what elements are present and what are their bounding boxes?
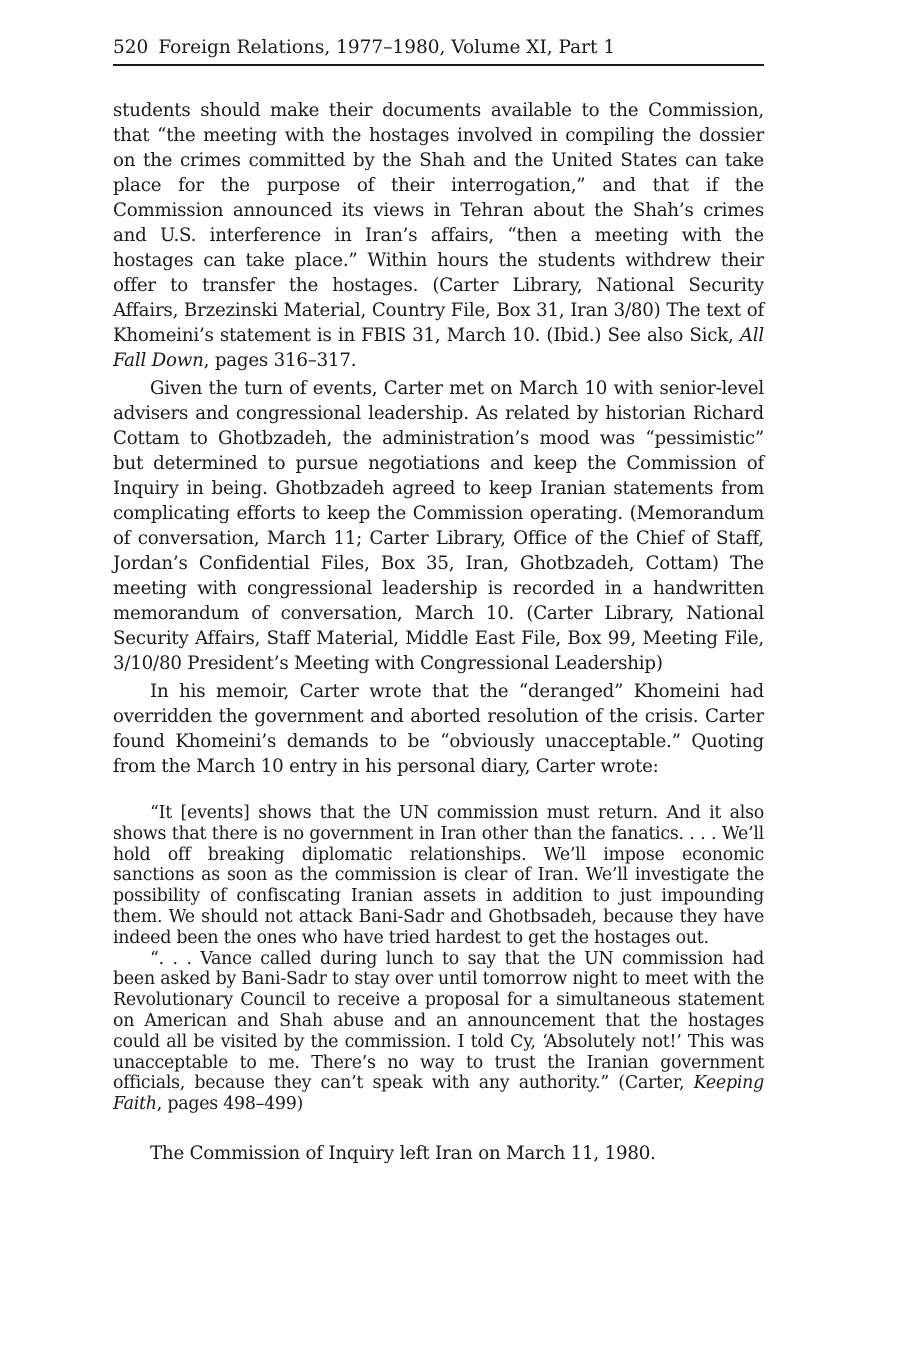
quote-paragraph-1: “It [events] shows that the UN commission must return. And it also shows that there is no government in Iran other than the fanatics. . . . We’ll hold off breaking diplomatic relationships. We’ll impose economic sanctions as soon as the commission is clear of Iran. We’ll investigate the possibility of confiscating Iranian assets in addition to just impounding them. We should not attack Bani-Sadr and Ghotbsadeh, because they have indeed been the ones who have tried hardest to get the hostages out. bbox=[113, 803, 764, 948]
closing-paragraph: The Commission of Inquiry left Iran on March 11, 1980. bbox=[150, 1142, 656, 1164]
body-text bbox=[113, 98, 764, 779]
page-number: 520 bbox=[113, 37, 149, 58]
paragraph-3: In his memoir, Carter wrote that the “deranged” Khomeini had overridden the government and aborted resolution of the crisis. Carter found Khomeini’s demands to be “obviously unacceptable.” Quoting from the March 10 entry in his personal diary, Carter wrote: bbox=[113, 681, 764, 777]
paragraph-1 bbox=[113, 98, 764, 373]
paragraph-2: Given the turn of events, Carter met on March 10 with senior-level advisers and congressional leadership. As related by historian Richard Cottam to Ghotbzadeh, the administration’s mood was “pessimistic” but determined to pursue negotiations and keep the Commission of Inquiry in being. Ghotbzadeh agreed to keep Iranian statements from complicating efforts to keep the Commission operating. (Memorandum of conversation, March 11; Carter Library, Office of the Chief of Staff, Jordan’s Confidential Files, Box 35, Iran, Ghotbzadeh, Cottam) The meeting with congressional leadership is recorded in a handwritten memorandum of conversation, March 10. (Carter Library, National Security Affairs, Staff Material, Middle East File, Box 99, Meeting File, 3/10/80 President’s Meeting with Congressional Leadership) bbox=[113, 378, 764, 674]
book-title-keeping-faith: Keeping Faith bbox=[113, 1073, 764, 1115]
quote-paragraph-2-after: , pages 498–499) bbox=[156, 1094, 304, 1115]
paragraph-1-text: students should make their documents available to the Commission, that “the meeting with the hostages involved in compiling the dossier on the crimes committed by the Shah and the United States can take place for the purpose of their interrogation,” and that if the Commission announced its views in Tehran about the Shah’s crimes and U.S. interference in Iran’s affairs, “then a meeting with the hostages can take place.” Within hours the students withdrew their offer to transfer the hostages. (Carter Library, National Security Affairs, Brzezinski Material, Country File, Box 31, Iran 3/80) The text of Khomeini’s statement is in FBIS 31, March 10. (Ibid.) See also Sick, bbox=[113, 100, 764, 346]
running-title: Foreign Relations, 1977–1980, Volume XI, Part 1 bbox=[158, 37, 616, 58]
quote-paragraph-2 bbox=[113, 949, 764, 1115]
paragraph-1-after: , pages 316–317. bbox=[203, 350, 357, 371]
book-title-all-fall-down: All Fall Down bbox=[113, 325, 764, 371]
running-head bbox=[113, 34, 764, 66]
block-quote bbox=[113, 803, 764, 1115]
document-page bbox=[113, 34, 764, 1184]
quote-paragraph-2-text: “. . . Vance called during lunch to say that the UN commission had been asked by Bani-Sadr to stay over until tomorrow night to meet with the Revolutionary Council to receive a proposal for a simultaneous statement on American and Shah abuse and an announcement that the hostages could all be visited by the commission. I told Cy, ‘Absolutely not!’ This was unacceptable to me. There’s no way to trust the Iranian government officials, because they can’t speak with any authority.” (Carter, bbox=[113, 948, 764, 1094]
